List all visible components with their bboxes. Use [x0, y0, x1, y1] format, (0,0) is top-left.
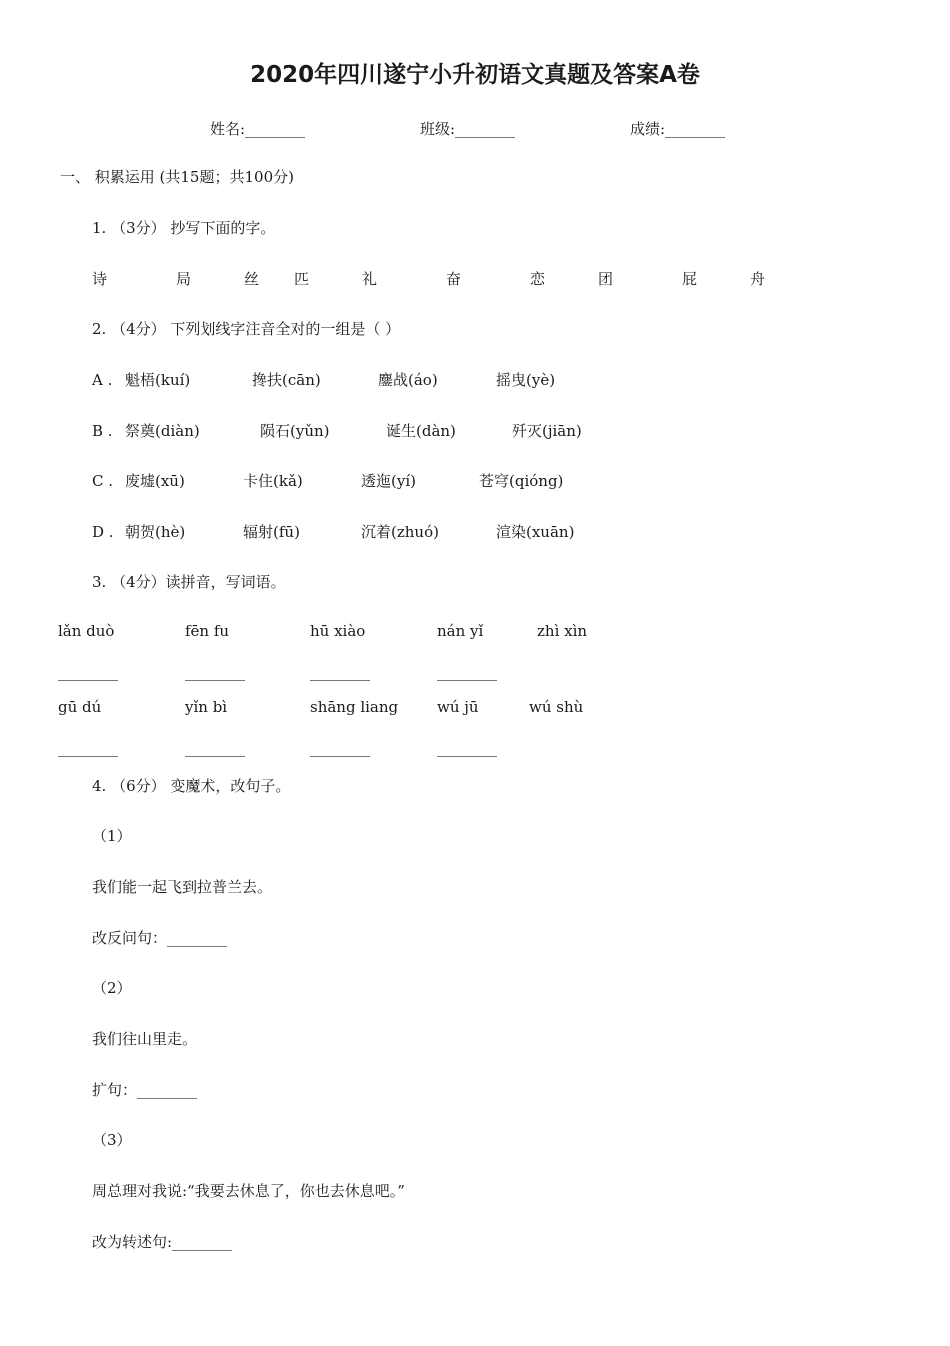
sub-question-task[interactable]: 改反问句：________ [92, 929, 228, 947]
pinyin: shāng liang [310, 698, 399, 716]
option-item: 陨石(yǔn) [260, 422, 330, 440]
option-item: 渲染(xuān) [496, 523, 575, 541]
option-item: 鏖战(áo) [378, 371, 438, 389]
pinyin: yǐn bì [185, 698, 228, 716]
pinyin: wú shù [529, 698, 584, 716]
sub-question-task[interactable]: 改为转述句:________ [92, 1233, 233, 1251]
option-item: 沉着(zhuó) [361, 523, 439, 541]
answer-blank[interactable]: ________ [185, 663, 245, 681]
pinyin: hū xiào [310, 622, 366, 640]
char: 匹 [294, 270, 310, 288]
pinyin: fēn fu [185, 622, 230, 640]
option-item: 摇曳(yè) [496, 371, 556, 389]
answer-blank[interactable]: ________ [310, 663, 370, 681]
sub-question-number: （3） [92, 1131, 132, 1149]
option-item: 祭奠(diàn) [125, 422, 200, 440]
char: 奋 [446, 270, 462, 288]
answer-blank[interactable]: ________ [437, 663, 497, 681]
page-title: 2020年四川遂宁小升初语文真题及答案A卷 [250, 62, 700, 88]
char: 屁 [682, 270, 698, 288]
class-field: 班级:________ [420, 120, 516, 138]
question-2-stem: 2. （4分） 下列划线字注音全对的一组是（ ） [92, 320, 401, 338]
option-item: 歼灭(jiān) [512, 422, 582, 440]
sub-question-sentence: 周总理对我说:“我要去休息了，你也去休息吧。” [92, 1182, 405, 1200]
pinyin: lǎn duò [58, 622, 115, 640]
answer-blank[interactable]: ________ [58, 739, 118, 757]
answer-blank[interactable]: ________ [437, 739, 497, 757]
pinyin: gū dú [58, 698, 102, 716]
char: 礼 [362, 270, 378, 288]
option-item: 魁梧(kuí) [125, 371, 191, 389]
question-4-stem: 4. （6分） 变魔术，改句子。 [92, 777, 291, 795]
option-item: 辐射(fū) [243, 523, 300, 541]
option-item: 苍穹(qióng) [479, 472, 564, 490]
char: 丝 [244, 270, 260, 288]
sub-question-task[interactable]: 扩句：________ [92, 1081, 198, 1099]
char: 团 [598, 270, 614, 288]
section-heading: 一、 积累运用 (共15题；共100分) [60, 168, 294, 186]
pinyin: zhì xìn [537, 622, 588, 640]
option-item: 朝贺(hè) [125, 523, 186, 541]
question-1-stem: 1. （3分） 抄写下面的字。 [92, 219, 276, 237]
option-label: D . [92, 523, 114, 541]
answer-blank[interactable]: ________ [185, 739, 245, 757]
pinyin: nán yǐ [437, 622, 484, 640]
char: 恋 [530, 270, 546, 288]
answer-blank[interactable]: ________ [58, 663, 118, 681]
sub-question-number: （2） [92, 979, 132, 997]
name-field: 姓名:________ [210, 120, 306, 138]
score-field: 成绩:________ [630, 120, 726, 138]
answer-blank[interactable]: ________ [310, 739, 370, 757]
char: 诗 [92, 270, 108, 288]
pinyin: wú jū [437, 698, 479, 716]
sub-question-sentence: 我们能一起飞到拉普兰去。 [92, 878, 273, 896]
option-item: 诞生(dàn) [386, 422, 456, 440]
option-item: 透迤(yí) [361, 472, 416, 490]
option-item: 卡住(kǎ) [243, 472, 303, 490]
option-item: 搀扶(cān) [252, 371, 321, 389]
option-label: C . [92, 472, 114, 490]
option-label: A . [92, 371, 113, 389]
question-3-stem: 3. （4分）读拼音，写词语。 [92, 573, 286, 591]
sub-question-sentence: 我们往山里走。 [92, 1030, 198, 1048]
char: 舟 [750, 270, 766, 288]
option-label: B . [92, 422, 113, 440]
option-item: 废墟(xū) [125, 472, 185, 490]
sub-question-number: （1） [92, 827, 132, 845]
char: 局 [176, 270, 192, 288]
